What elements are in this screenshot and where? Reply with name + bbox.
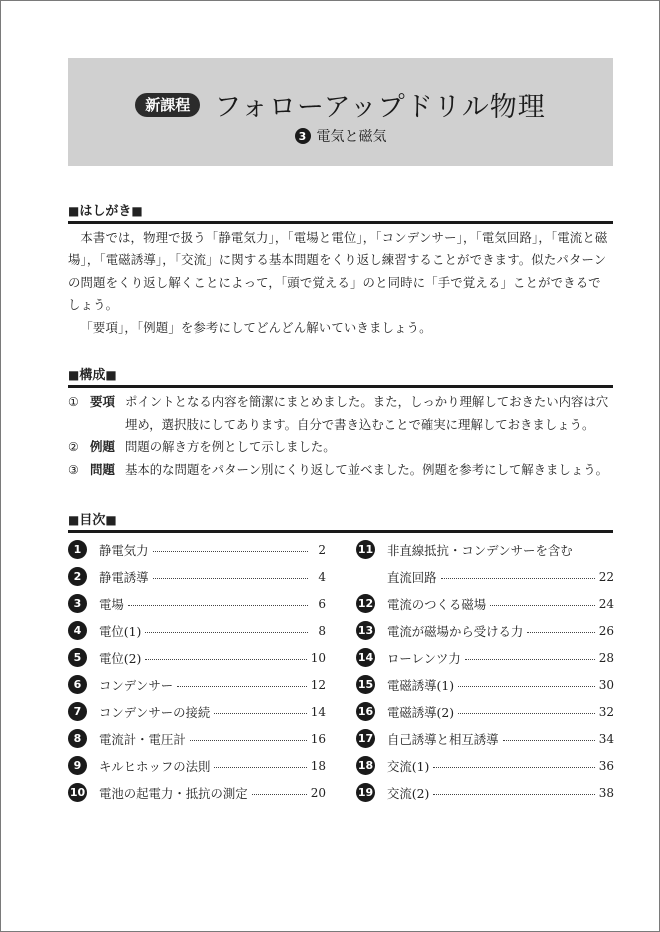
book-subtitle: 電気と磁気 — [316, 129, 387, 145]
chapter-title: 電池の起電力・抵抗の測定 — [99, 785, 248, 801]
chapter-title: 電場 — [99, 596, 124, 612]
dot-leader — [145, 632, 308, 633]
page-number: 34 — [598, 731, 614, 746]
toc-left-column — [68, 536, 326, 806]
dot-leader — [503, 740, 595, 741]
toc-entry[interactable] — [68, 752, 326, 779]
chapter-number-icon: 4 — [68, 621, 87, 640]
page-number: 28 — [598, 650, 614, 665]
chapter-title: 非直線抵抗・コンデンサーを含む — [387, 542, 573, 558]
toc-entry-continuation[interactable] — [387, 563, 614, 590]
page-number: 38 — [598, 785, 614, 800]
structure-heading: ■構成■ — [68, 367, 613, 388]
chapter-title: 電流が磁場から受ける力 — [387, 623, 524, 639]
chapter-title: 電流計・電圧計 — [99, 731, 186, 747]
dot-leader — [153, 551, 308, 552]
toc-entry[interactable] — [356, 644, 614, 671]
item-term: 問題 — [90, 461, 116, 477]
dot-leader — [190, 740, 307, 741]
chapter-title: 静電気力 — [99, 542, 149, 558]
list-item — [68, 459, 613, 482]
preface-paragraph: 本書では，物理で扱う「静電気力」，「電場と電位」，「コンデンサー」，「電気回路」，「電流と磁場」，「電磁誘導」，「交流」に関する基本問題をくり返し練習することができます。似たパターンの問題をくり返し解くことによって，「頭で覚える」のと同時に「手で覚える」ことができるでしょう。 — [68, 230, 608, 313]
toc-entry[interactable] — [68, 590, 326, 617]
preface-text — [68, 227, 613, 339]
dot-leader — [252, 794, 307, 795]
chapter-number-icon: 1 — [68, 540, 87, 559]
page-number: 18 — [310, 758, 326, 773]
page-number: 10 — [310, 650, 326, 665]
page-number: 16 — [310, 731, 326, 746]
dot-leader — [153, 578, 308, 579]
dot-leader — [145, 659, 306, 660]
page-number: 22 — [598, 569, 614, 584]
dot-leader — [465, 659, 595, 660]
toc-entry[interactable] — [356, 698, 614, 725]
chapter-number-icon: 12 — [356, 594, 375, 613]
toc-heading: ■目次■ — [68, 512, 613, 533]
toc-right-column — [356, 536, 614, 806]
dot-leader — [177, 686, 307, 687]
toc-entry[interactable] — [68, 698, 326, 725]
item-number: ③ — [68, 462, 79, 477]
page-number: 20 — [310, 785, 326, 800]
toc-entry[interactable] — [356, 752, 614, 779]
item-term: 要項 — [90, 394, 116, 409]
preface-paragraph: 「要項」，「例題」を参考にしてどんどん解いていきましょう。 — [80, 319, 432, 335]
chapter-number-icon: 14 — [356, 648, 375, 667]
dot-leader — [458, 713, 595, 714]
chapter-title: コンデンサー — [99, 677, 174, 693]
chapter-number-icon: 13 — [356, 621, 375, 640]
page-number: 8 — [318, 623, 326, 638]
toc-entry[interactable] — [356, 779, 614, 806]
chapter-number-icon: 7 — [68, 702, 87, 721]
chapter-number-icon: 5 — [68, 648, 87, 667]
item-number: ② — [68, 440, 79, 455]
chapter-number-icon: 2 — [68, 567, 87, 586]
page-number: 36 — [598, 758, 614, 773]
toc-entry[interactable] — [68, 617, 326, 644]
chapter-number-icon: 8 — [68, 729, 87, 748]
dot-leader — [128, 605, 308, 606]
toc-entry[interactable] — [68, 644, 326, 671]
chapter-number-icon: 19 — [356, 783, 375, 802]
dot-leader — [527, 632, 594, 633]
dot-leader — [433, 794, 594, 795]
toc-entry[interactable] — [68, 779, 326, 806]
item-number: ① — [68, 395, 79, 409]
page-number: 32 — [598, 704, 614, 719]
chapter-title: 交流(1) — [387, 758, 430, 774]
page-number: 24 — [598, 596, 614, 611]
toc-entry[interactable] — [356, 536, 614, 563]
page-number: 2 — [318, 542, 326, 557]
page-number: 30 — [598, 677, 614, 692]
chapter-number-icon: 10 — [68, 783, 87, 802]
toc-entry[interactable] — [68, 725, 326, 752]
dot-leader — [458, 686, 595, 687]
subtitle-row — [68, 126, 613, 146]
chapter-title: 電位(1) — [99, 623, 142, 639]
list-item — [68, 391, 613, 436]
chapter-title: コンデンサーの接続 — [99, 704, 211, 720]
chapter-number-icon: 16 — [356, 702, 375, 721]
chapter-title: 電位(2) — [99, 650, 142, 666]
dot-leader — [214, 713, 306, 714]
dot-leader — [433, 767, 594, 768]
chapter-title: 電流のつくる磁場 — [387, 596, 487, 612]
chapter-title: ローレンツ力 — [387, 650, 461, 666]
dot-leader — [214, 767, 306, 768]
toc-entry[interactable] — [68, 671, 326, 698]
chapter-number-icon: 9 — [68, 756, 87, 775]
page-number: 4 — [318, 569, 326, 584]
page-number: 14 — [310, 704, 326, 719]
chapter-number-icon: 6 — [68, 675, 87, 694]
chapter-title: 自己誘導と相互誘導 — [387, 731, 499, 747]
chapter-number-icon: 17 — [356, 729, 375, 748]
chapter-number-icon: 3 — [68, 594, 87, 613]
chapter-number-icon: 18 — [356, 756, 375, 775]
chapter-number-icon: 11 — [356, 540, 375, 559]
structure-list — [68, 391, 613, 481]
chapter-title: 電磁誘導(1) — [387, 677, 455, 693]
toc-entry[interactable] — [356, 617, 614, 644]
toc-entry[interactable] — [68, 536, 326, 563]
dot-leader — [441, 578, 595, 579]
title-row — [68, 85, 613, 124]
curriculum-badge: 新課程 — [135, 93, 200, 117]
chapter-title-continued: 直流回路 — [387, 569, 437, 585]
title-block — [68, 58, 613, 166]
item-term: 例題 — [90, 439, 116, 455]
list-item — [68, 436, 613, 459]
preface-heading: ■はしがき■ — [68, 203, 613, 224]
chapter-title: 電磁誘導(2) — [387, 704, 455, 720]
chapter-number-icon: 15 — [356, 675, 375, 694]
toc-entry[interactable] — [356, 590, 614, 617]
chapter-title: キルヒホッフの法則 — [99, 758, 211, 774]
volume-number-icon: 3 — [295, 128, 311, 144]
toc-entry[interactable] — [356, 725, 614, 752]
chapter-title: 静電誘導 — [99, 569, 149, 585]
dot-leader — [490, 605, 595, 606]
page-number: 12 — [310, 677, 326, 692]
item-description: 基本的な問題をパターン別にくり返して並べました。例題を参考にして解きましょう。 — [125, 461, 608, 477]
page-number: 6 — [318, 596, 326, 611]
item-description: 問題の解き方を例として示しました。 — [125, 439, 336, 455]
page-number: 26 — [598, 623, 614, 638]
toc-entry[interactable] — [356, 671, 614, 698]
book-title: フォローアップドリル物理 — [214, 92, 546, 123]
item-description: ポイントとなる内容を簡潔にまとめました。また，しっかり理解しておきたい内容は穴埋め，選択肢にしてあります。自分で書き込むことで確実に理解しておきましょう。 — [125, 394, 609, 432]
chapter-title: 交流(2) — [387, 785, 430, 801]
toc-entry[interactable] — [68, 563, 326, 590]
